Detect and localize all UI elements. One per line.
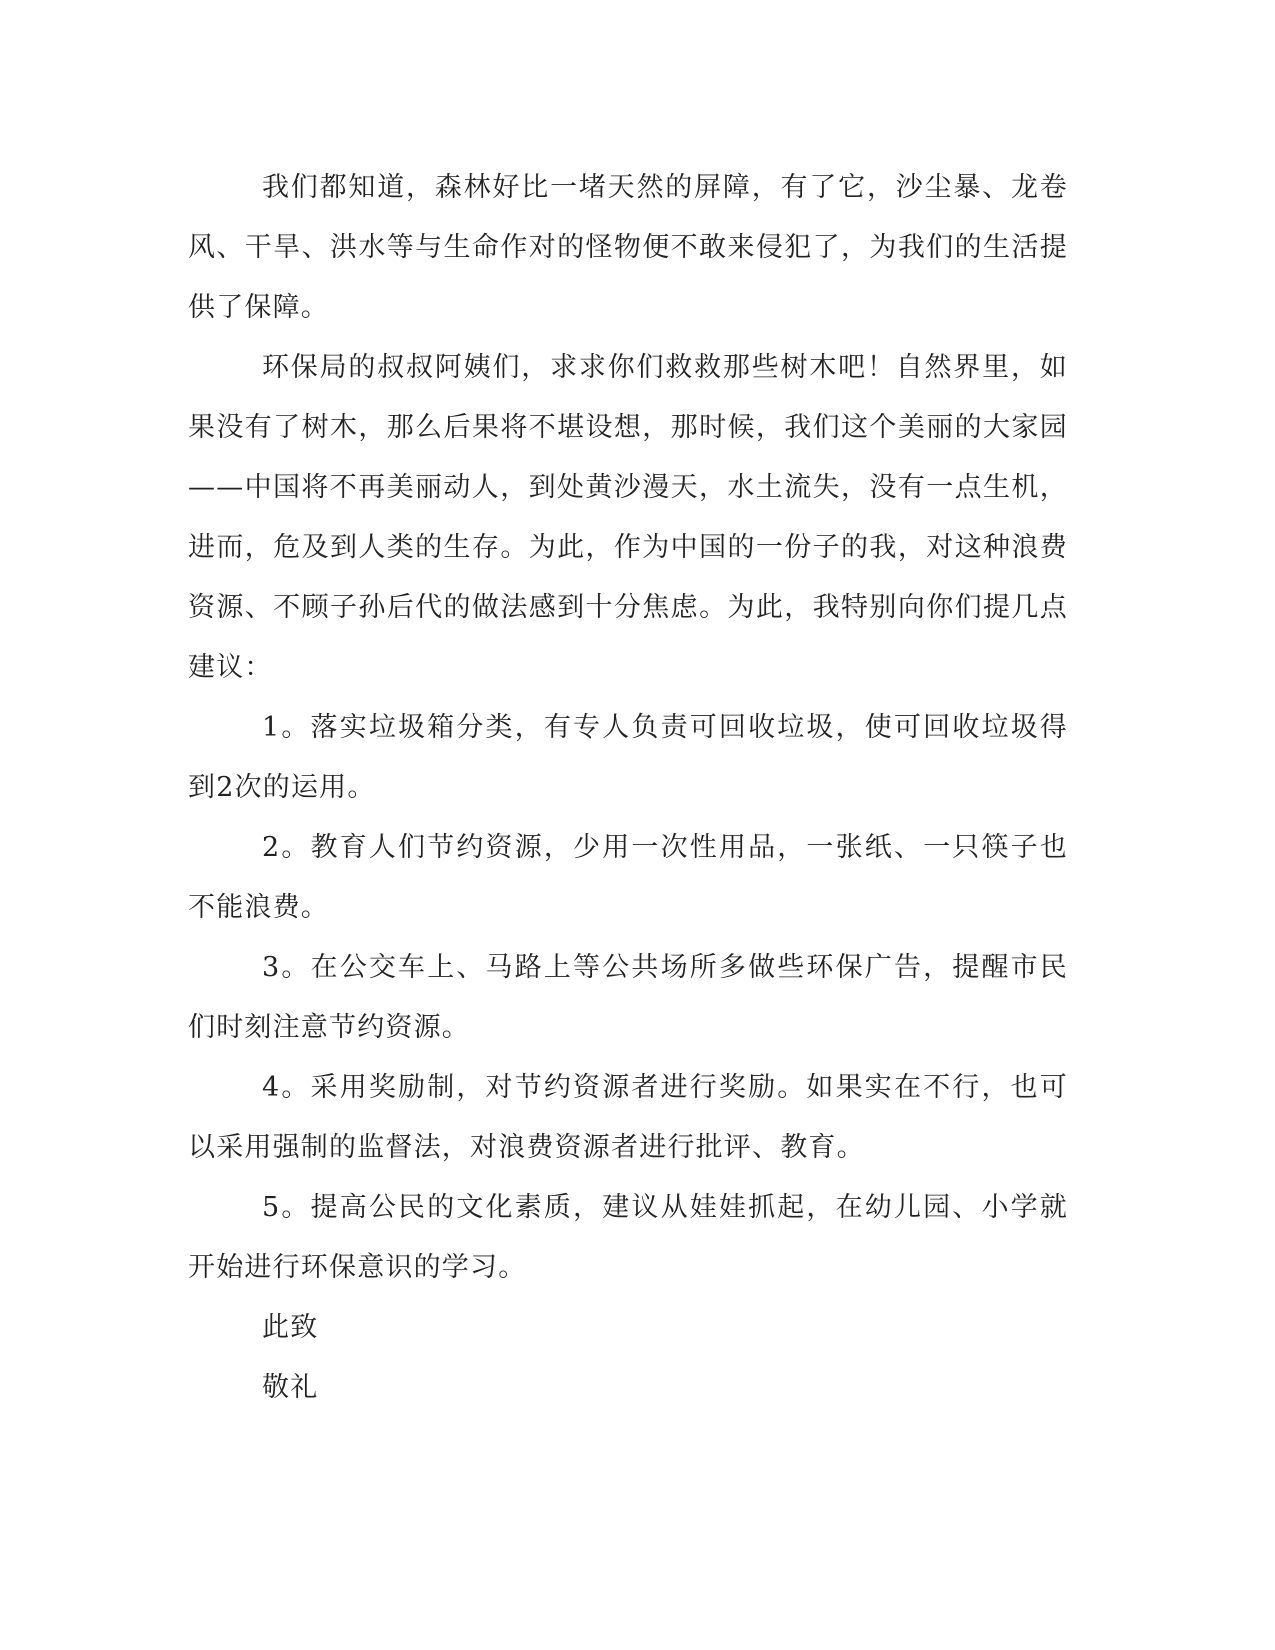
paragraph-appeal: 环保局的叔叔阿姨们，求求你们救救那些树木吧！自然界里，如果没有了树木，那么后果将不堪设想，那时候，我们这个美丽的大家园——中国将不再美丽动人，到处黄沙漫天，水土流失，没有一点生机，进而，危及到人类的生存。为此，作为中国的一份子的我，对这种浪费资源、不顾子孙后代的做法感到十分焦虑。为此，我特别向你们提几点建议： [188,352,1068,683]
paragraph-forest-barrier: 我们都知道，森林好比一堵天然的屏障，有了它，沙尘暴、龙卷风、干旱、洪水等与生命作对的怪物便不敢来侵犯了，为我们的生活提供了保障。 [188,172,1068,323]
closing-jingli: 敬礼 [262,1372,319,1403]
closing-cizhi: 此致 [262,1312,319,1343]
suggestion-5: 5。提高公民的文化素质，建议从娃娃抓起，在幼儿园、小学就开始进行环保意识的学习。 [188,1192,1068,1283]
suggestion-2: 2。教育人们节约资源，少用一次性用品，一张纸、一只筷子也不能浪费。 [188,832,1068,923]
suggestion-4: 4。采用奖励制，对节约资源者进行奖励。如果实在不行，也可以采用强制的监督法，对浪费资源者进行批评、教育。 [188,1072,1068,1163]
suggestion-1: 1。落实垃圾箱分类，有专人负责可回收垃圾，使可回收垃圾得到2次的运用。 [188,712,1068,803]
letter-body [188,158,1068,1418]
suggestion-3: 3。在公交车上、马路上等公共场所多做些环保广告，提醒市民们时刻注意节约资源。 [188,952,1068,1043]
